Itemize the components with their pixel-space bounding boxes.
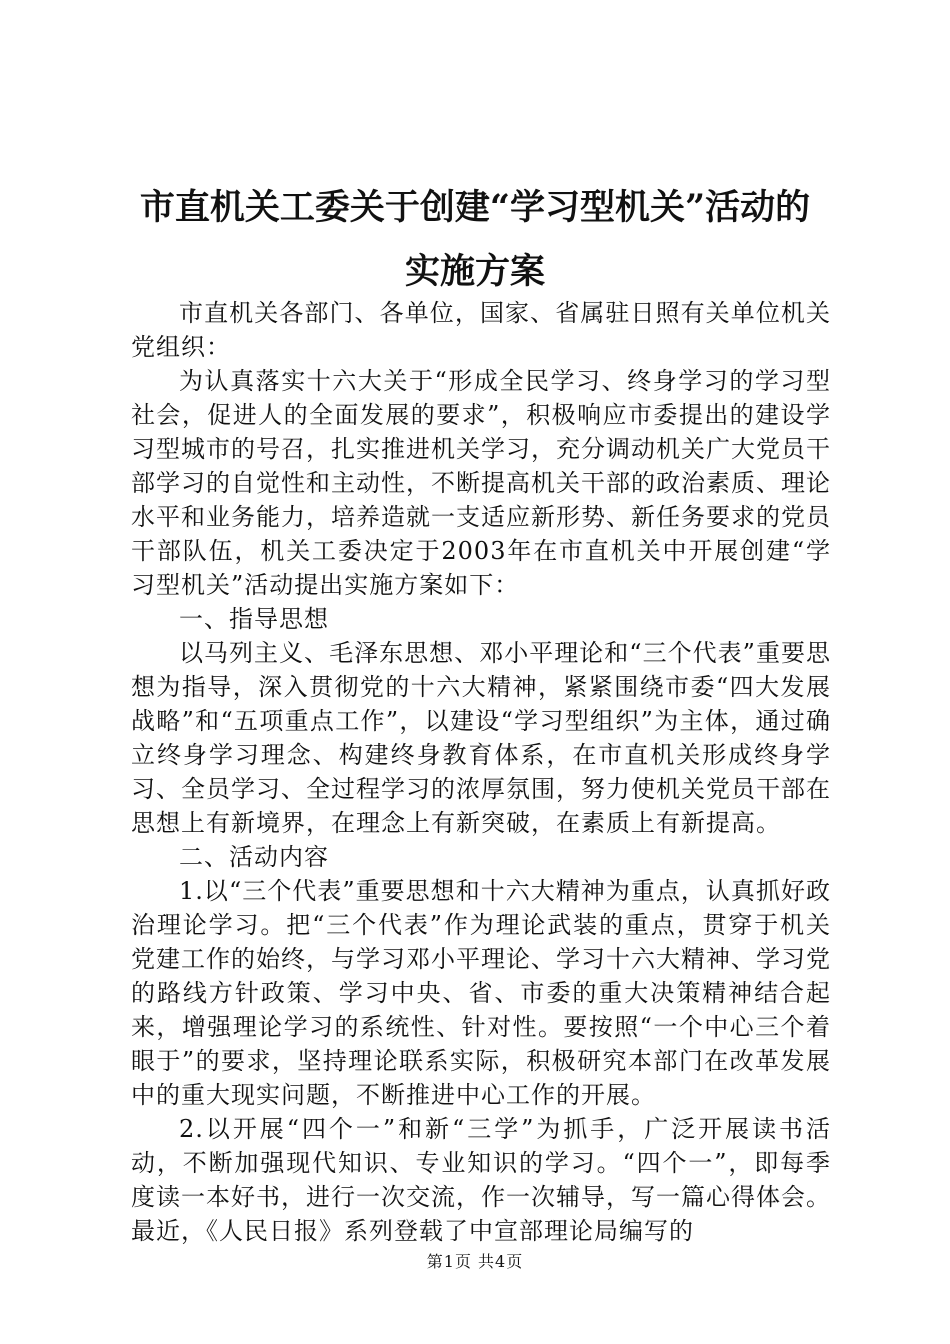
guiding-thought-paragraph: 以马列主义、毛泽东思想、邓小平理论和“三个代表”重要思想为指导，深入贯彻党的十六大精神，紧紧围绕市委“四大发展战略”和“五项重点工作”，以建设“学习型组织”为主体，通过确立终身学习理念、构建终身教育体系，在市直机关形成终身学习、全员学习、全过程学习的浓厚氛围，努力使机关党员干部在思想上有新境界，在理念上有新突破，在素质上有新提高。	[131, 639, 831, 837]
document-title-line-2: 实施方案	[404, 251, 545, 292]
activity-item-1: 1.以“三个代表”重要思想和十六大精神为重点，认真抓好政治理论学习。把“三个代表”作为理论武装的重点，贯穿于机关党建工作的始终，与学习邓小平理论、学习十六大精神、学习党的路线方针政策、学习中央、省、市委的重大决策精神结合起来，增强理论学习的系统性、针对性。要按照“一个中心三个着眼于”的要求，坚持理论联系实际，积极研究本部门在改革发展中的重大现实问题，不断推进中心工作的开展。	[131, 877, 831, 1109]
intro-paragraph: 为认真落实十六大关于“形成全民学习、终身学习的学习型社会，促进人的全面发展的要求”，积极响应市委提出的建设学习型城市的号召，扎实推进机关学习，充分调动机关广大党员干部学习的自觉性和主动性，不断提高机关干部的政治素质、理论水平和业务能力，培养造就一支适应新形势、新任务要求的党员干部队伍，机关工委决定于2003年在市直机关中开展创建“学习型机关”活动提出实施方案如下：	[131, 367, 831, 599]
salutation-paragraph: 市直机关各部门、各单位，国家、省属驻日照有关单位机关党组织：	[131, 299, 831, 361]
document-title-line-1: 市直机关工委关于创建“学习型机关”活动的	[139, 187, 811, 228]
section-heading-activity-content: 二、活动内容	[179, 843, 329, 871]
section-heading-guiding-thought: 一、指导思想	[179, 605, 329, 633]
activity-item-2: 2.以开展“四个一”和新“三学”为抓手，广泛开展读书活动，不断加强现代知识、专业知识的学习。“四个一”，即每季度读一本好书，进行一次交流，作一次辅导，写一篇心得体会。最近，《人民日报》系列登载了中宣部理论局编写的	[131, 1115, 831, 1245]
document-body	[131, 296, 831, 1248]
page-footer: 第1页 共4页	[426, 1252, 524, 1271]
